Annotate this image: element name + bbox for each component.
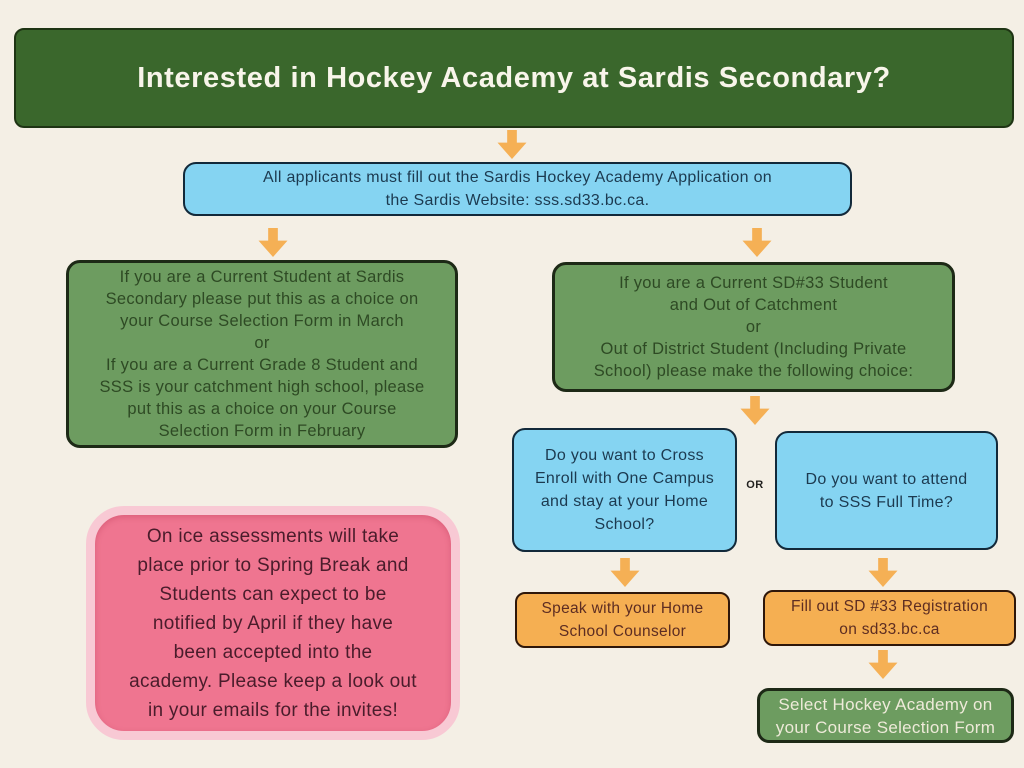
home-counselor-line: Speak with your Home: [541, 600, 704, 617]
cross-enroll-line: and stay at your Home: [540, 493, 709, 510]
assessment-note-line: On ice assessments will take: [146, 525, 400, 547]
down-arrow-icon: [256, 228, 290, 257]
select-academy-line: your Course Selection Form: [775, 717, 996, 737]
current-student-line: Selection Form in February: [158, 422, 366, 440]
application-line: the Sardis Website: sss.sd33.bc.ca.: [385, 192, 650, 209]
application-line: All applicants must fill out the Sardis Hockey Academy Application on: [263, 169, 772, 186]
current-student-line: If you are a Current Student at Sardis: [119, 268, 405, 286]
assessment-note-line: academy. Please keep a look out: [129, 670, 417, 692]
out-of-catchment-line: Out of District Student (Including Private: [600, 340, 907, 358]
application-requirement-box: [183, 162, 852, 216]
home-counselor-box: [515, 592, 730, 648]
down-arrow-icon: [740, 228, 774, 257]
down-arrow-icon: [738, 396, 772, 425]
cross-enroll-line: Enroll with One Campus: [534, 470, 715, 487]
out-of-catchment-box: [552, 262, 955, 392]
out-of-catchment-line: If you are a Current SD#33 Student: [619, 274, 888, 292]
down-arrow-icon: [495, 130, 529, 159]
header-banner: [14, 28, 1014, 128]
full-time-line: Do you want to attend: [805, 470, 968, 488]
or-label: OR: [746, 479, 764, 491]
full-time-line: to SSS Full Time?: [819, 493, 954, 511]
home-counselor-line: School Counselor: [558, 623, 687, 640]
registration-line: on sd33.bc.ca: [839, 621, 940, 638]
cross-enroll-line: School?: [594, 516, 655, 533]
out-of-catchment-line: School) please make the following choice:: [593, 362, 914, 380]
current-student-box: [66, 260, 458, 448]
current-student-line: SSS is your catchment high school, please: [99, 378, 425, 396]
out-of-catchment-line: or: [745, 318, 762, 336]
page-title: Interested in Hockey Academy at Sardis Secondary?: [137, 61, 891, 94]
assessment-note-line: been accepted into the: [173, 641, 373, 663]
select-academy-box: [757, 688, 1014, 743]
out-of-catchment-line: and Out of Catchment: [669, 296, 838, 314]
down-arrow-icon: [608, 558, 642, 587]
cross-enroll-line: Do you want to Cross: [545, 447, 704, 464]
current-student-line: Secondary please put this as a choice on: [105, 290, 419, 308]
select-academy-line: Select Hockey Academy on: [778, 694, 993, 714]
current-student-line: put this as a choice on your Course: [127, 400, 397, 418]
cross-enroll-question-box: [512, 428, 737, 552]
current-student-line: or: [254, 334, 270, 352]
full-time-question-box: [775, 431, 998, 550]
registration-box: [763, 590, 1016, 646]
assessment-note-line: notified by April if they have: [152, 612, 394, 634]
registration-line: Fill out SD #33 Registration: [790, 598, 989, 615]
current-student-line: your Course Selection Form in March: [120, 312, 404, 330]
current-student-line: If you are a Current Grade 8 Student and: [106, 356, 418, 374]
assessment-note-line: place prior to Spring Break and: [137, 554, 409, 576]
assessment-note-box: [86, 506, 460, 740]
assessment-note-line: Students can expect to be: [159, 583, 387, 605]
down-arrow-icon: [866, 558, 900, 587]
down-arrow-icon: [866, 650, 900, 679]
assessment-note-line: in your emails for the invites!: [147, 699, 399, 721]
